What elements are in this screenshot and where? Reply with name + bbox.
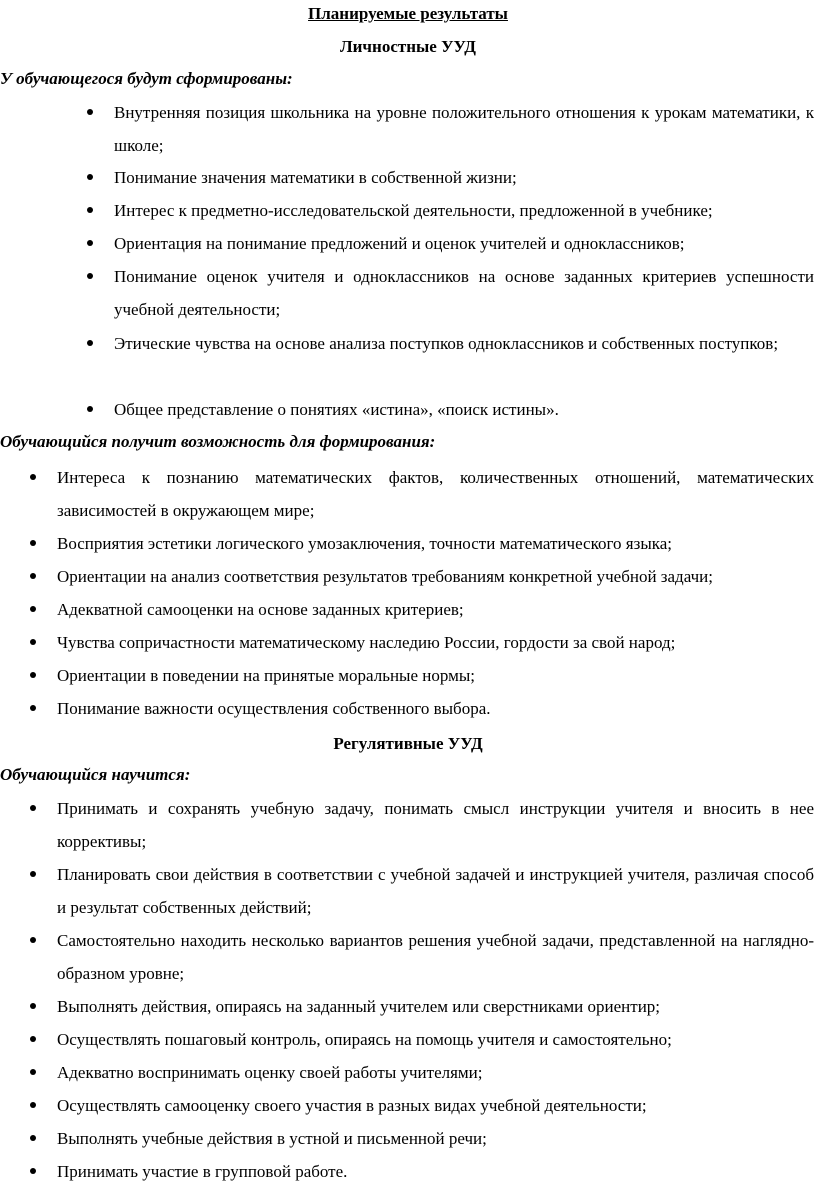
bullet-icon: [30, 705, 36, 711]
bullet-icon: [30, 639, 36, 645]
bullet-icon: [87, 406, 93, 412]
list-item: Ориентации в поведении на принятые моральные нормы;: [57, 666, 476, 685]
list-item: Принимать и сохранять учебную задачу, понимать смысл инструкции учителя и вносить в нее коррективы;: [57, 799, 814, 851]
bullet-icon: [87, 340, 93, 346]
list-item: Понимание значения математики в собственной жизни;: [114, 168, 517, 187]
list-item: Адекватно воспринимать оценку своей работы учителями;: [57, 1063, 483, 1082]
list-item: Этические чувства на основе анализа поступков одноклассников и собственных поступков;: [114, 334, 779, 353]
opportunity-label: Обучающийся получит возможность для формирования:: [0, 432, 436, 451]
list-item: Принимать участие в групповой работе.: [57, 1162, 348, 1181]
formed-label: У обучающегося будут сформированы:: [0, 69, 293, 88]
list-item: Выполнять действия, опираясь на заданный учителем или сверстниками ориентир;: [57, 997, 661, 1016]
bullet-icon: [30, 805, 36, 811]
bullet-icon: [30, 540, 36, 546]
list-item: Осуществлять самооценку своего участия в разных видах учебной деятельности;: [57, 1096, 647, 1115]
list-item: Осуществлять пошаговый контроль, опираясь на помощь учителя и самостоятельно;: [57, 1030, 672, 1049]
list-item: Понимание важности осуществления собственного выбора.: [57, 699, 491, 718]
bullet-icon: [87, 207, 93, 213]
list-item: Внутренняя позиция школьника на уровне положительного отношения к урокам математики, к школе;: [114, 103, 814, 155]
bullet-icon: [87, 273, 93, 279]
bullet-icon: [87, 109, 93, 115]
learn-label: Обучающийся научится:: [0, 765, 191, 784]
list-item: Восприятия эстетики логического умозаключения, точности математического языка;: [57, 534, 673, 553]
list-item: Интерес к предметно-исследовательской деятельности, предложенной в учебнике;: [114, 201, 713, 220]
bullet-icon: [30, 1069, 36, 1075]
list-item: Планировать свои действия в соответствии с учебной задачей и инструкцией учителя, различая способ и результат собственных действий;: [57, 865, 814, 917]
list-item: Интереса к познанию математических фактов, количественных отношений, математических зависимостей в окружающем мире;: [57, 468, 814, 520]
bullet-icon: [30, 672, 36, 678]
page-title: Планируемые результаты: [308, 4, 508, 23]
list-item: Чувства сопричастности математическому наследию России, гордости за свой народ;: [57, 633, 676, 652]
list-item: Ориентации на анализ соответствия результатов требованиям конкретной учебной задачи;: [57, 567, 713, 586]
list-item: Выполнять учебные действия в устной и письменной речи;: [57, 1129, 487, 1148]
bullet-icon: [30, 1003, 36, 1009]
list-item: Адекватной самооценки на основе заданных критериев;: [57, 600, 464, 619]
bullet-icon: [87, 174, 93, 180]
bullet-icon: [30, 1036, 36, 1042]
bullet-icon: [30, 937, 36, 943]
bullet-icon: [30, 1102, 36, 1108]
bullet-icon: [30, 606, 36, 612]
bullet-icon: [30, 871, 36, 877]
bullet-icon: [30, 1168, 36, 1174]
bullet-icon: [30, 573, 36, 579]
list-item: Понимание оценок учителя и одноклассников на основе заданных критериев успешности учебной деятельности;: [114, 267, 814, 319]
bullet-icon: [30, 1135, 36, 1141]
personal-heading: Личностные УУД: [339, 37, 477, 56]
list-item: Общее представление о понятиях «истина», «поиск истины».: [114, 400, 559, 419]
bullet-icon: [87, 240, 93, 246]
regulative-heading: Регулятивные УУД: [333, 734, 483, 753]
list-item: Ориентация на понимание предложений и оценок учителей и одноклассников;: [114, 234, 685, 253]
list-item: Самостоятельно находить несколько вариантов решения учебной задачи, представленной на наглядно-образном уровне;: [57, 931, 814, 983]
bullet-icon: [30, 474, 36, 480]
